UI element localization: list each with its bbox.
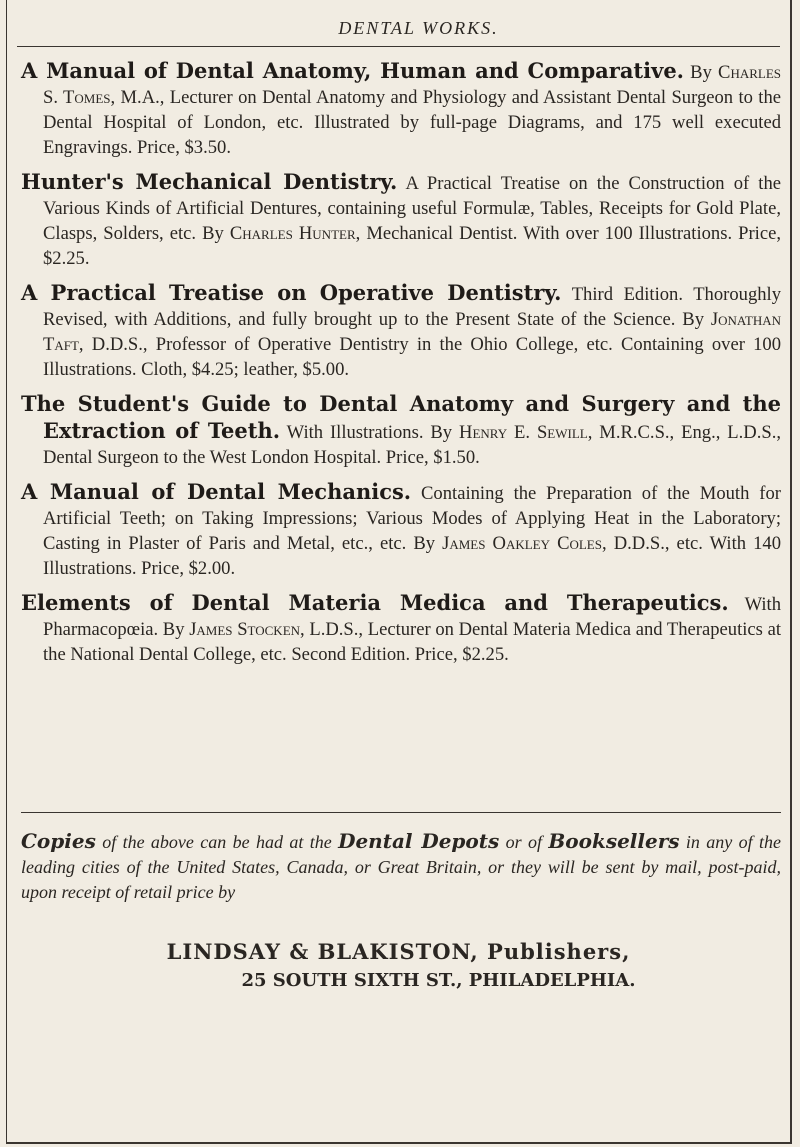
book-description: , L.D.S., Lecturer on Dental Materia Medica and Therapeutics at the National Dental College, etc. Second Edition. Price, $2.25. [43, 619, 782, 665]
book-author: James Oakley Coles [442, 533, 602, 554]
book-title: Elements of Dental Materia Medica and Therapeutics. [21, 590, 729, 615]
book-description-lead: Containing the Preparation of the Mouth for Artificial Teeth; on Taking Impressions; Various Modes of Applying Heat in the Laboratory; Casting in Plaster of Paris and Metal, etc., etc. By [43, 483, 781, 554]
book-description: , M.R.C.S., Eng., L.D.S., Dental Surgeon to the West London Hospital. Price, $1.50. [43, 422, 781, 468]
publisher-address: 25 SOUTH SIXTH ST., PHILADELPHIA. [241, 970, 636, 991]
book-description: , Mechanical Dentist. With over 100 Illustrations. Price, $2.25. [43, 223, 781, 269]
page-header: DENTAL WORKS. [338, 18, 499, 38]
book-description-lead: A Practical Treatise on the Construction of the Various Kinds of Artificial Dentures, containing useful Formulæ, Tables, Receipts for Gold Plate, Clasps, Solders, etc. By [43, 173, 781, 244]
book-description-lead: With Pharmacopœia. By [43, 594, 782, 640]
copies-text: in any of the leading cities of the United States, Canada, or Great Britain, or they will be sent by mail, post-paid, upon receipt of retail price by [21, 832, 781, 902]
book-title: Hunter's Mechanical Dentistry. [21, 169, 398, 194]
book-list [21, 58, 781, 676]
book-title: The Student's Guide to Dental Anatomy and Surgery and the Extraction of Teeth. [21, 391, 781, 443]
publisher-name: LINDSAY & BLAKISTON, Publishers, [166, 939, 631, 964]
book-author: Henry E. Sewill [459, 422, 588, 443]
book-author: Charles S. Tomes [43, 62, 782, 108]
book-entry-dental-mechanics [21, 479, 781, 581]
book-entry-mechanical-dentistry [21, 169, 781, 271]
book-entry-dental-anatomy [21, 58, 781, 160]
book-title: A Practical Treatise on Operative Dentistry. [21, 280, 562, 305]
book-description: , M.A., Lecturer on Dental Anatomy and Physiology and Assistant Dental Surgeon to the Dental Hospital of London, etc. Illustrated by full-page Diagrams, and 175 well executed Engravings. Price, $3.50. [43, 87, 781, 158]
header-rule [17, 46, 780, 47]
book-author: Jonathan Taft [43, 309, 781, 355]
copies-lead: Copies [21, 829, 96, 853]
book-title: A Manual of Dental Mechanics. [21, 479, 412, 504]
book-entry-students-guide [21, 391, 781, 470]
book-by: By [690, 62, 712, 83]
copies-text: or of [499, 832, 549, 852]
copies-text: of the above can be had at the [95, 832, 339, 852]
book-description-lead: With Illustrations. By [286, 422, 453, 443]
book-description-lead: Third Edition. Thoroughly Revised, with Additions, and fully brought up to the Present State of the Science. By [43, 284, 781, 330]
book-title: A Manual of Dental Anatomy, Human and Comparative. [21, 58, 684, 83]
availability-notice [21, 812, 781, 905]
page-frame [6, 0, 792, 1144]
book-entry-operative-dentistry [21, 280, 781, 382]
book-entry-materia-medica [21, 590, 781, 667]
book-description: , D.D.S., Professor of Operative Dentistry in the Ohio College, etc. Containing over 100 Illustrations. Cloth, $4.25; leather, $5.00. [43, 334, 781, 380]
book-author: James Stocken [189, 619, 301, 640]
book-description: , D.D.S., etc. With 140 Illustrations. Price, $2.00. [43, 533, 782, 579]
booksellers-text: Booksellers [548, 829, 680, 853]
book-author: Charles Hunter [229, 223, 356, 244]
dental-depots-text: Dental Depots [338, 829, 500, 853]
